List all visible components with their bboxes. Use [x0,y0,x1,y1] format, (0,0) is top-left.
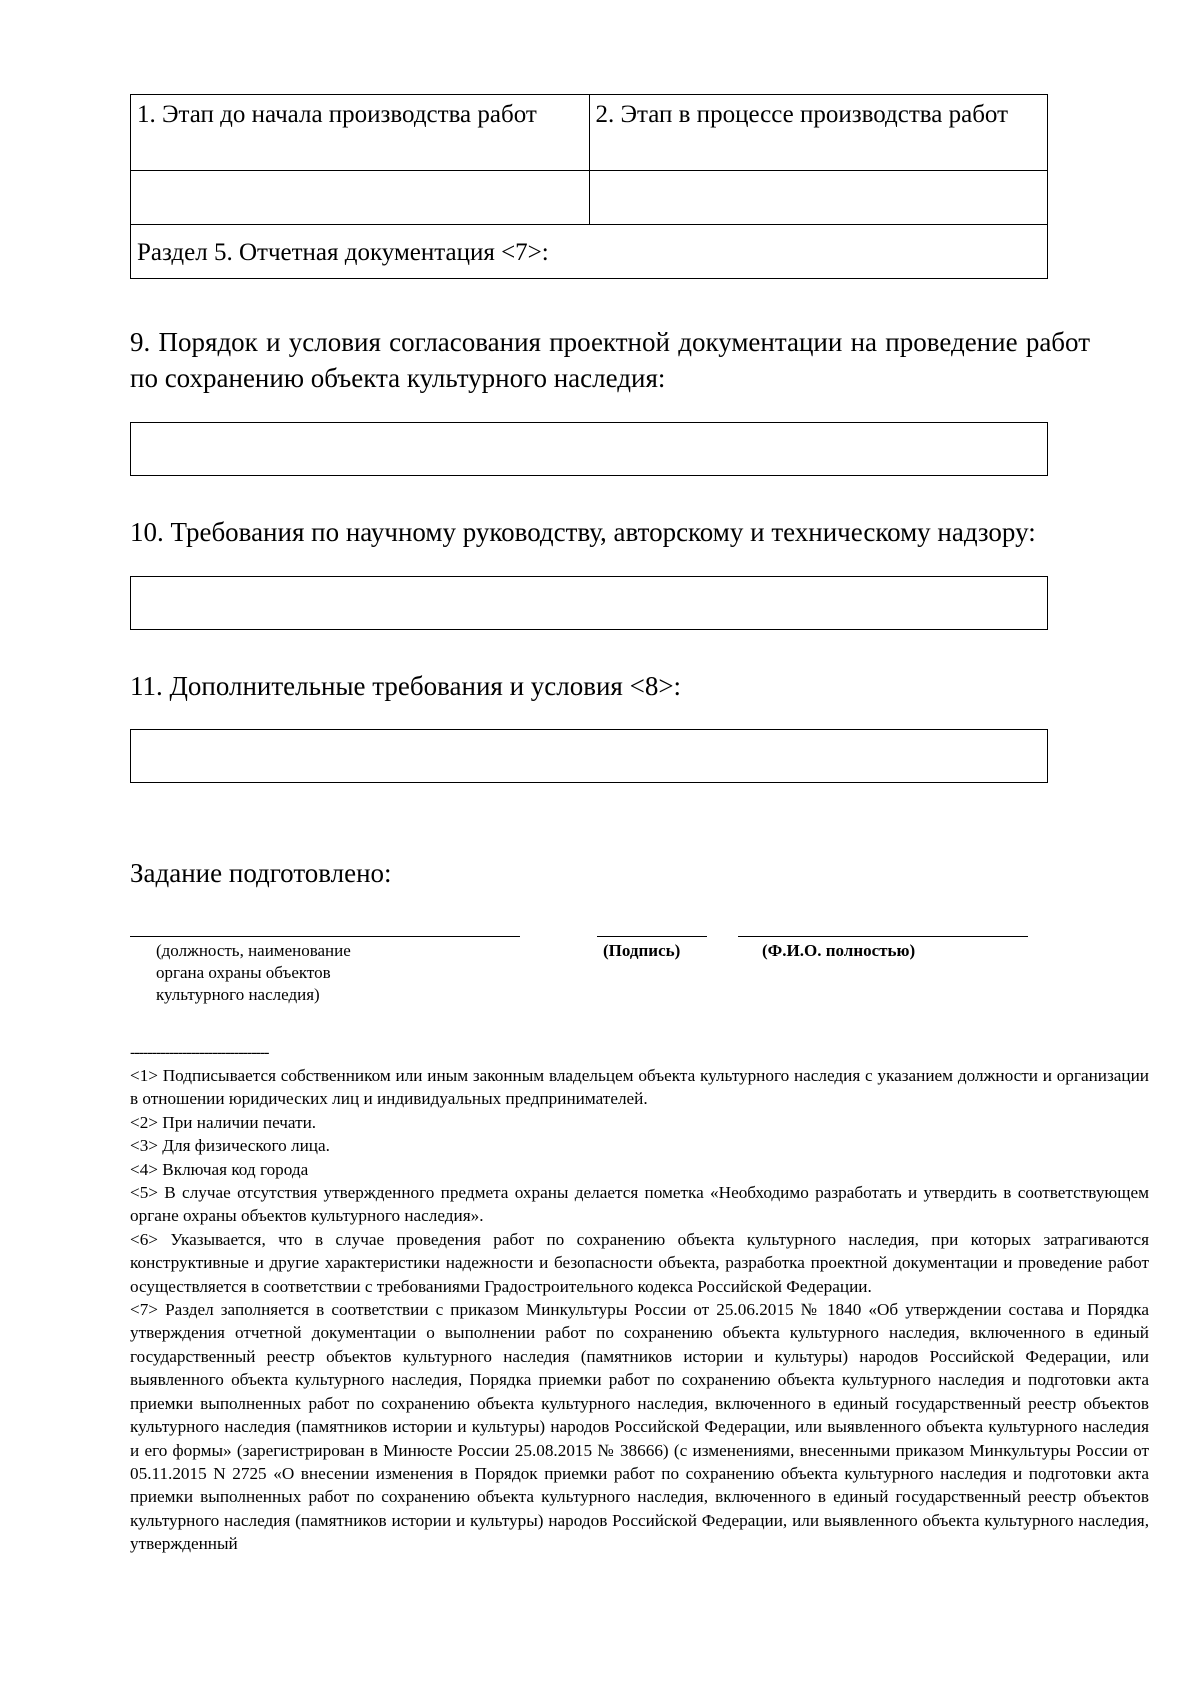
footnote-1: <1> Подписывается собственником или иным законным владельцем объекта культурного наследия с указанием должности и организации в отношении юридических лиц и индивидуальных предпринимателей. [130,1066,1149,1109]
stage-table [130,94,1048,279]
footnote-2: <2> При наличии печати. [130,1112,317,1132]
prepared-by-label: Задание подготовлено: [130,858,392,888]
item9-field[interactable] [130,422,1048,476]
position-caption-line2: органа охраны объектов [156,963,331,982]
section5-reporting: Раздел 5. Отчетная документация <7>: [131,225,1048,279]
stage-during-field[interactable] [589,171,1048,225]
footnote-6: <6> Указывается, что в случае проведения работ по сохранению объекта культурного наследия, при которых затрагиваются конструктивные и другие характеристики надежности и безопасности объекта, разработка проектной документации и проведение работ осуществляется в соответствии с требованиями Градостроительного кодекса Российской Федерации. [130,1229,1149,1296]
position-caption-line1: (должность, наименование [156,941,351,960]
footnote-3: <3> Для физического лица. [130,1136,330,1156]
footnote-7: <7> Раздел заполняется в соответствии с приказом Минкультуры России от 25.06.2015 № 1840 «Об утверждении состава и Порядка утверждения отчетной документации о выполнении работ по сохранению объекта культурного наследия, включенного в единый государственный реестр объектов культурного наследия (памятников истории и культуры) народов Российской Федерации, или выявленного объекта культурного наследия, Порядка приемки работ по сохранению объекта культурного наследия и подготовки акта приемки выполненных работ по сохранению объекта культурного наследия, включенного в единый государственный реестр объектов культурного наследия (памятников истории и культуры) народов Российской Федерации, или выявленного объекта культурного наследия и его формы» (зарегистрирован в Минюсте России 25.08.2015 № 38666) (с изменениями, внесенными приказом Минкультуры России от 05.11.2015 N 2725 «О внесении изменения в Порядок приемки работ по сохранению объекта культурного наследия и подготовки акта приемки выполненных работ по сохранению объекта культурного наследия, включенного в единый государственный реестр объектов культурного наследия (памятников истории и культуры) народов Российской Федерации, или выявленного объекта культурного наследия, утвержденный [130,1300,1149,1554]
footnote-4: <4> Включая код города [130,1159,309,1179]
signature-line[interactable] [597,936,707,937]
position-signature-line[interactable] [130,936,520,937]
stage-before-header: 1. Этап до начала производства работ [131,95,590,171]
item10-heading: 10. Требования по научному руководству, авторскому и техническому надзору: [130,517,1036,547]
item9-heading: 9. Порядок и условия согласования проектной документации на проведение работ по сохранению объекта культурного наследия: [130,327,1090,393]
stage-before-field[interactable] [131,171,590,225]
item11-heading: 11. Дополнительные требования и условия <8>: [130,671,682,701]
position-caption-line3: культурного наследия) [156,985,320,1004]
signature-caption: (Подпись) [603,941,681,960]
footnote-separator: -------------------------------- [130,1044,269,1061]
item11-field[interactable] [130,729,1048,783]
stage-during-header: 2. Этап в процессе производства работ [589,95,1048,171]
name-signature-line[interactable] [738,936,1028,937]
position-caption [156,940,351,1006]
name-caption: (Ф.И.О. полностью) [762,941,916,960]
footnotes [130,1064,1149,1556]
item10-field[interactable] [130,576,1048,630]
footnote-5: <5> В случае отсутствия утвержденного предмета охраны делается пометка «Необходимо разработать и утвердить в соответствующем органе охраны объектов культурного наследия». [130,1183,1149,1226]
